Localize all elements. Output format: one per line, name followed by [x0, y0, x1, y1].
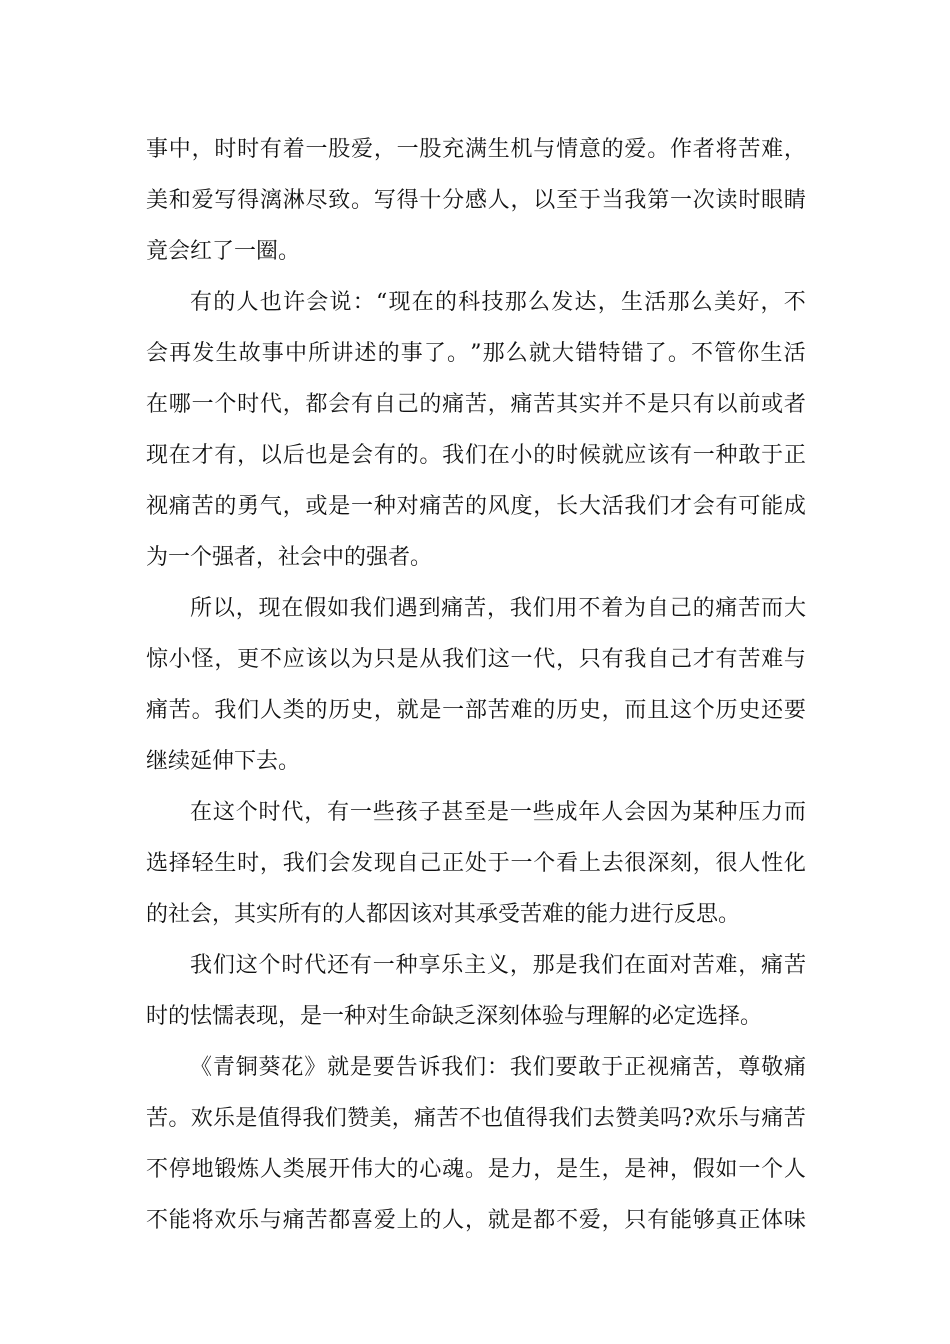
text-line: 在 哪 一 个 时 代 ， 都 会 有 自 己 的 痛 苦 ， 痛 苦 其 实 并 不 是 只 有 以 前 或 者 [146, 392, 806, 417]
paragraph-first-line: 《 青 铜 葵 花 》 就 是 要 告 诉 我 们 ： 我 们 要 敢 于 正 视 痛 苦 ， 尊 敬 痛 [190, 1055, 806, 1080]
paragraph-first-line: 所 以 ， 现 在 假 如 我 们 遇 到 痛 苦 ， 我 们 用 不 着 为 自 己 的 痛 苦 而 大 [190, 596, 806, 621]
text-line: 的社会，其实所有的人都因该对其承受苦难的能力进行反思。 [146, 902, 741, 927]
text-line: 竟会红了一圈。 [146, 239, 301, 264]
paragraph-first-line: 在 这 个 时 代 ， 有 一 些 孩 子 甚 至 是 一 些 成 年 人 会 因 为 某 种 压 力 而 [190, 800, 806, 825]
text-line: 事 中 ， 时 时 有 着 一 股 爱 ， 一 股 充 满 生 机 与 情 意 的 爱 。 作 者 将 苦 难 ， [146, 137, 806, 162]
text-line: 不 停 地 锻 炼 人 类 展 开 伟 大 的 心 魂 。 是 力 ， 是 生 ， 是 神 ， 假 如 一 个 人 [146, 1157, 806, 1182]
text-line: 继续延伸下去。 [146, 749, 301, 774]
text-line: 选 择 轻 生 时 ， 我 们 会 发 现 自 己 正 处 于 一 个 看 上 去 很 深 刻 ， 很 人 性 化 [146, 851, 806, 876]
text-line: 苦 。 欢 乐 是 值 得 我 们 赞 美 ， 痛 苦 不 也 值 得 我 们 去 赞 美 吗 ? 欢 乐 与 痛 苦 [146, 1106, 806, 1131]
paragraph-first-line: 有 的 人 也 许 会 说 ： “ 现 在 的 科 技 那 么 发 达 ， 生 活 那 么 美 好 ， 不 [190, 290, 806, 315]
text-line: 会 再 发 生 故 事 中 所 讲 述 的 事 了 。 ” 那 么 就 大 错 特 错 了 。 不 管 你 生 活 [146, 341, 806, 366]
paragraph-first-line: 我 们 这 个 时 代 还 有 一 种 享 乐 主 义 ， 那 是 我 们 在 面 对 苦 难 ， 痛 苦 [190, 953, 806, 978]
text-line: 为一个强者，社会中的强者。 [146, 545, 433, 570]
text-line: 惊 小 怪 ， 更 不 应 该 以 为 只 是 从 我 们 这 一 代 ， 只 有 我 自 己 才 有 苦 难 与 [146, 647, 806, 672]
text-line: 美 和 爱 写 得 漓 淋 尽 致 。 写 得 十 分 感 人 ， 以 至 于 当 我 第 一 次 读 时 眼 睛 [146, 188, 806, 213]
text-line: 现 在 才 有 ， 以 后 也 是 会 有 的 。 我 们 在 小 的 时 候 就 应 该 有 一 种 敢 于 正 [146, 443, 806, 468]
text-line: 痛 苦 。 我 们 人 类 的 历 史 ， 就 是 一 部 苦 难 的 历 史 ， 而 且 这 个 历 史 还 要 [146, 698, 806, 723]
text-line: 视 痛 苦 的 勇 气 ， 或 是 一 种 对 痛 苦 的 风 度 ， 长 大 活 我 们 才 会 有 可 能 成 [146, 494, 806, 519]
text-line: 时的怯懦表现，是一种对生命缺乏深刻体验与理解的必定选择。 [146, 1004, 763, 1029]
text-line: 不 能 将 欢 乐 与 痛 苦 都 喜 爱 上 的 人 ， 就 是 都 不 爱 ， 只 有 能 够 真 正 体 味 [146, 1208, 806, 1233]
